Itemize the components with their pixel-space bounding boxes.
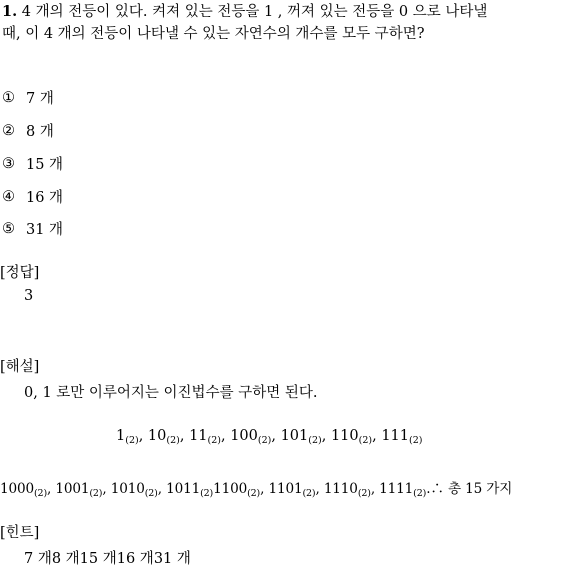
- answer-label: [정답]: [0, 265, 40, 281]
- explanation-label: [해설]: [0, 359, 40, 375]
- binary-number: $1_{(2)}$: [116, 428, 139, 446]
- choice-5[interactable]: [2, 218, 63, 239]
- question-text-line-2: 때, 이 4 개의 전등이 나타낼 수 있는 자연수의 개수를 모두 구하면?: [2, 26, 425, 42]
- choice-3[interactable]: [2, 153, 63, 174]
- choice-4[interactable]: [2, 186, 63, 207]
- choice-marker: ③: [2, 155, 15, 172]
- binary-number: $1100_{(2)}$,: [213, 481, 269, 499]
- choice-2[interactable]: [2, 120, 54, 141]
- explanation-text: 0, 1 로만 이루어지는 이진법수를 구하면 된다.: [24, 385, 318, 401]
- choice-text: 8 개: [26, 124, 54, 140]
- binary-list-row-1: $1_{(2)}$, $10_{(2)}$, $11_{(2)}$, $100_{(2)}$, $101_{(2)}$, $110_{(2)}$, $111_{(2)}$: [116, 428, 423, 446]
- binary-number: $1010_{(2)}$,: [110, 481, 167, 499]
- choice-1[interactable]: [2, 87, 54, 108]
- choice-marker: ⑤: [2, 220, 15, 237]
- binary-number: $100_{(2)}$: [230, 428, 272, 446]
- binary-number: $110_{(2)}$: [330, 428, 373, 446]
- question-text-line-1: 4 개의 전등이 있다. 켜져 있는 전등을 1 , 꺼져 있는 전등을 0 으로 나타낼: [21, 4, 488, 20]
- choice-marker: ④: [2, 188, 15, 205]
- binary-number: $1001_{(2)}$,: [55, 481, 111, 499]
- binary-number: $101_{(2)}$: [280, 428, 322, 446]
- choice-text: 31 개: [26, 222, 64, 238]
- binary-number: $1111_{(2)}$: [379, 481, 427, 499]
- choice-marker: ②: [2, 122, 15, 139]
- choice-text: 15 개: [26, 157, 64, 173]
- choice-text: 7 개: [26, 91, 54, 107]
- answer-value: 3: [24, 288, 34, 304]
- binary-number: $1000_{(2)}$,: [0, 481, 56, 499]
- binary-list-row-2: [0, 477, 512, 499]
- question-line-1: [2, 2, 487, 22]
- hint-text: 7 개8 개15 개16 개31 개: [24, 551, 191, 567]
- binary-number: $11_{(2)}$: [189, 428, 221, 446]
- binary-number: $1101_{(2)}$,: [268, 481, 324, 499]
- binary-number: $10_{(2)}$: [147, 428, 180, 446]
- binary-number: $1011_{(2)}$: [166, 481, 214, 499]
- binary-number: $111_{(2)}$: [381, 428, 423, 446]
- question-number: 1.: [2, 3, 18, 20]
- choice-text: 16 개: [26, 190, 64, 206]
- choice-marker: ①: [2, 89, 15, 106]
- conclusion-text: .∴ 총 15 가지: [426, 481, 513, 497]
- hint-label: [힌트]: [0, 525, 40, 541]
- binary-number: $1110_{(2)}$,: [323, 481, 380, 499]
